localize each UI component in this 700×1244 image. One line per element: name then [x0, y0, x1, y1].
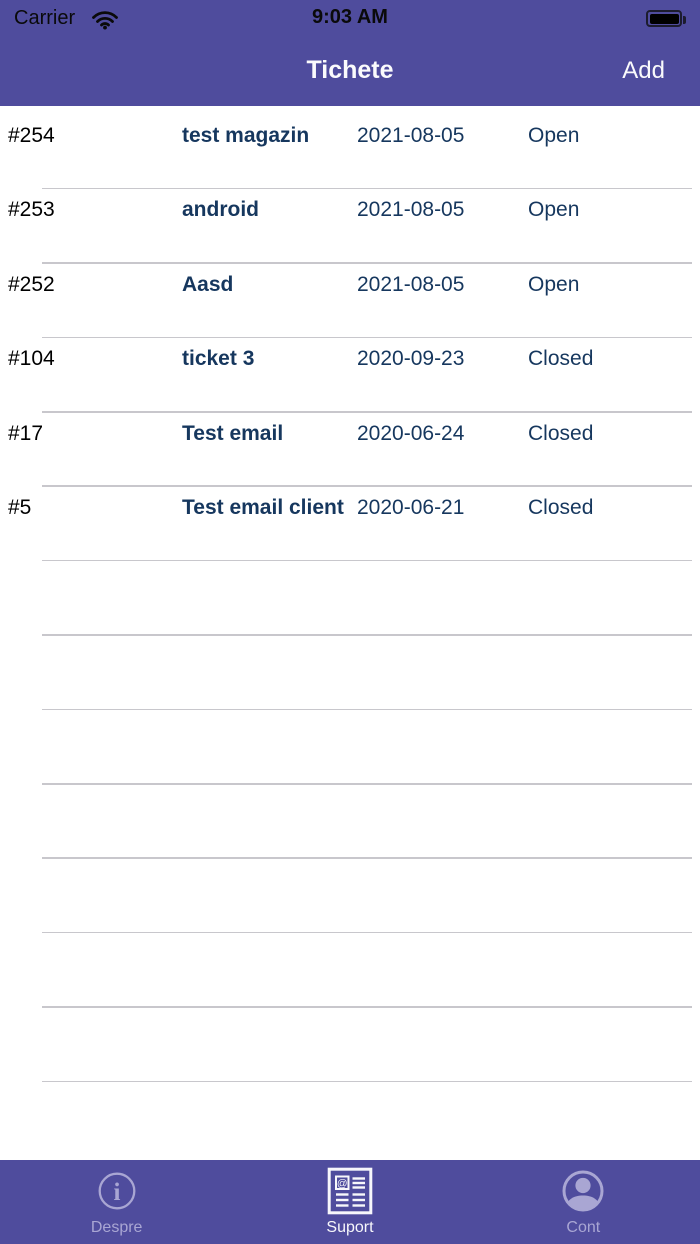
ticket-date: 2021-08-05: [357, 124, 465, 147]
ticket-date: 2020-06-24: [357, 421, 465, 445]
ticket-title: ticket 3: [182, 347, 255, 371]
ticket-list[interactable]: [0, 106, 700, 1082]
page-title: Tichete: [306, 56, 394, 84]
tab-cont[interactable]: [467, 1160, 700, 1244]
ticket-id: #5: [8, 495, 32, 519]
ticket-title: test magazin: [182, 124, 310, 147]
tab-despre[interactable]: [0, 1160, 233, 1244]
clock: 9:03 AM: [312, 6, 388, 28]
ticket-status: Closed: [528, 347, 594, 371]
ticket-id: #252: [8, 272, 55, 296]
ticket-date: 2021-08-05: [357, 272, 465, 296]
ticket-id: #17: [8, 421, 44, 445]
tab-label-suport: Suport: [326, 1219, 374, 1236]
ticket-date: 2020-06-21: [357, 495, 465, 519]
tab-label-cont: Cont: [566, 1219, 601, 1236]
ticket-status: Closed: [528, 421, 594, 445]
document-icon: [327, 1167, 373, 1215]
tab-bar: [0, 1160, 700, 1244]
ticket-status: Open: [528, 272, 580, 296]
tab-suport[interactable]: [233, 1160, 466, 1244]
person-icon: [561, 1167, 605, 1215]
ticket-row[interactable]: [0, 413, 700, 487]
ticket-title: Aasd: [182, 272, 234, 296]
info-icon: [97, 1167, 137, 1215]
ticket-status: Closed: [528, 495, 594, 519]
empty-row: [0, 859, 700, 933]
empty-row: [0, 636, 700, 710]
empty-row: [0, 561, 700, 635]
status-bar: [0, 0, 700, 40]
ticket-row[interactable]: [0, 189, 700, 263]
battery-nub: [683, 16, 686, 24]
svg-text:@: @: [336, 1177, 348, 1190]
ticket-row[interactable]: [0, 338, 700, 412]
empty-row: [0, 785, 700, 859]
header: [0, 0, 700, 106]
tab-label-despre: Despre: [90, 1219, 143, 1236]
empty-row: [0, 710, 700, 784]
ticket-row[interactable]: [0, 487, 700, 561]
svg-text:i: i: [113, 1179, 121, 1206]
ticket-title: Test email: [182, 421, 284, 445]
ticket-title: Test email client: [182, 495, 344, 519]
ticket-id: #254: [8, 124, 55, 147]
ticket-id: #104: [8, 347, 55, 371]
empty-row: [0, 1008, 700, 1082]
ticket-row[interactable]: [0, 264, 700, 338]
ticket-id: #253: [8, 198, 55, 222]
ticket-status: Open: [528, 124, 580, 147]
add-button[interactable]: Add: [622, 57, 665, 84]
navigation-bar: [0, 40, 700, 106]
battery-fill: [650, 14, 679, 24]
empty-row: [0, 933, 700, 1007]
ticket-row[interactable]: [0, 115, 700, 189]
ticket-title: android: [182, 198, 259, 222]
battery-icon: [646, 10, 682, 27]
ticket-date: 2021-08-05: [357, 198, 465, 222]
ticket-date: 2020-09-23: [357, 347, 465, 371]
carrier-label: Carrier: [14, 7, 76, 29]
ticket-status: Open: [528, 198, 580, 222]
